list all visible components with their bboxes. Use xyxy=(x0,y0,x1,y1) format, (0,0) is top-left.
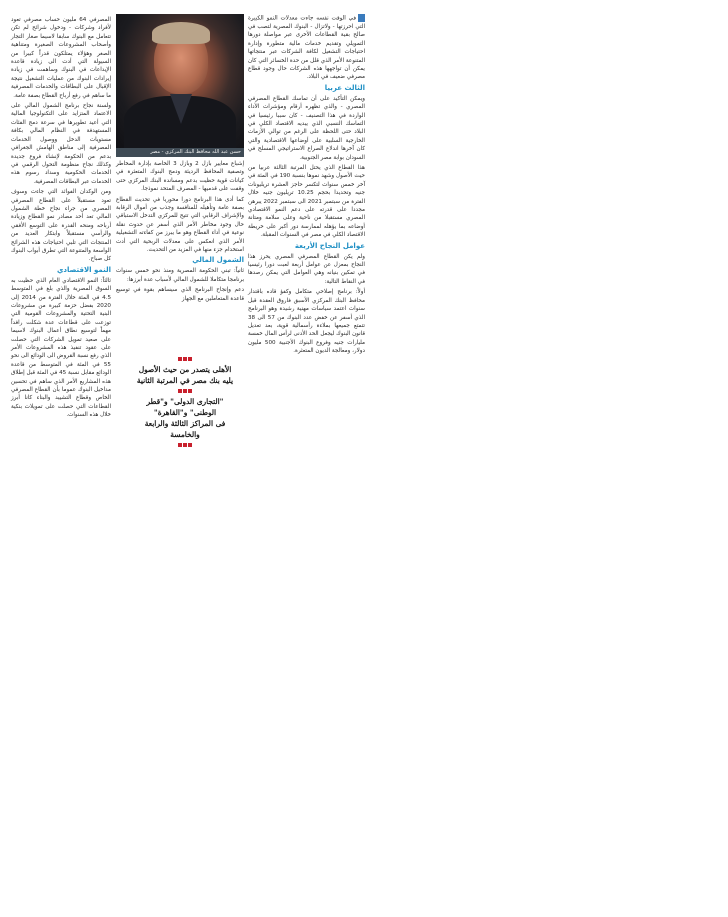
paragraph: ومن الوكدان الفوائد التي جاءت وسوف تعود مستقبلاً على القطاع المصرفي المصري من جراء نجاح خطة الشمول المالي تعد أحد مصادر نمو القطاع وزيادة أرباحه ومنحه القدرة على التوسع الأفقي والرأسي مستقبلاً وابتكار العديد من المنتجات التي تلبي احتياجات هذه الشرائح الواسعة والمتنوعة التي تطرق أبواب البنوك كل صباح. xyxy=(11,189,111,263)
subheading: عوامل النجاح الأربعة xyxy=(294,241,365,250)
pull-quote-line: الأهلى يتصدر من حيث الأصول xyxy=(138,365,232,374)
paragraph: ويمكن التأكيد على أن تماسك القطاع المصرفي المصري - والذي تظهره أرقام ومؤشرات الأداء الواردة في هذا التصنيف - كان سببا رئيسيا في التماسك النسبي الذي يبديه الاقتصاد الكلي في البلاد حتى اللحظة على الرغم من توالي الأزمات الخارجية السلبية على أوضاعها الاقتصادية والتي كان آخرها اندلاع الصراع الاستراتيجي المسلح في السودان بوابة مصر الجنوبية. xyxy=(248,95,365,161)
article-column-middle xyxy=(116,160,244,305)
paragraph: ولم يكن القطاع المصرفي المصري يحرز هذا النجاح بمعزل عن عوامل أربعة لعبت دورا رئيسيا في تمكين بنيانه وهي العوامل التي يمكن رصدها في النقاط التالية: xyxy=(248,253,365,285)
photo-hair xyxy=(152,22,210,44)
paragraph: ثالثاً: النمو الاقتصادي العام الذي حظيت به السوق المصرية والذي بلغ في المتوسط 4.5 في المئة خلال الفترة من 2014 إلى 2020 بفضل حزمة كبيرة من مشروعات البنية التحتية والمشروعات القومية التي توزعت على قطاعات عدة شكلت رافداً مهماً لتوسيع نطاق أعمال البنوك لاسيما على صعيد تمويل الشركات التي حصلت على عقود تنفيذ هذه المشروعات الأمر الذي رفع نسبة القروض الى الودائع الى نحو 55 في المئة في المتوسط من قاعدة الودائع مقابل نسبة 45 في المئة قبل إطلاق هذه المشاريع الأمر الذي ساهم في تحسين مداخيل البنوك عموما بأن القطاع المصرفي الخاص وقطاع التشييد والبناء كانا أبرز القطاعات التي حصلت على تمويلات بنكية خلال هذه السنوات. xyxy=(11,277,112,419)
photo-caption: حسن عبد الله محافظ البنك المركزي - مصر xyxy=(116,148,244,157)
pull-quote-ornament xyxy=(134,443,236,447)
pull-quote-line: يليه بنك مصر في المرتبة الثانية xyxy=(136,376,234,385)
paragraph: هذا القطاع الذي يحتل المرتبة الثالثة عربيا من حيث الأصول وشهد نموها بنسبة 190 في المئة في آخر خمس سنوات لتكسر حاجز العشرة تريليونات جنيه وتحديدا بحجم 10.25 تريليون جنيه خلال الفترة من سبتمبر 2021 الى سبتمبر 2022 يبرهن مجددا على قدرته على دعم النمو الاقتصادي المصري مستقبلا من ناحية وعلى سلامة ومتانة أوضاعه بما يؤهله لممارسة دور أكبر على خريطة الاقتصاد الكلي في مصر في السنوات المقبلة. xyxy=(248,165,366,239)
article-column-left xyxy=(11,16,111,422)
paragraph: إشباع معايير بازل 2 وبازل 3 الخاصة بإدارة المخاطر وتصفية المحافظ الرديئة ودمج البنوك المتعثرة في كيانات قوية حظيت بدعم ومساندة البنك المركزي حتى وقفت على قدميها - المصرف المتحد نموذجا. xyxy=(116,161,244,193)
pull-quote xyxy=(134,354,236,450)
paragraph: دعم وإنجاح البرنامج الذي سيساهم بقوة في توسيع قاعدة المتعاملين مع الجهاز xyxy=(116,287,244,302)
governor-photo xyxy=(116,14,244,148)
paragraph: أولاً: برنامج إصلاحي متكامل وكفؤ قاده باقتدار محافظ البنك المركزي الأسبق فاروق العقدة قبل سنوات اعتمد سياسات مهنية رشيدة وهو البرنامج الذي أسفر عن خفض عدد البنوك من 57 الى 38 تتمتع جميعها بملاءة رأسمالية قوية، بعد تعديل قانون البنوك ليجعل الحد الأدنى لرأس المال خمسة مليارات جنيه وفروع البنوك الأجنبية 500 مليون دولار، ومعالجة الديون المتعثرة. xyxy=(248,289,366,355)
paragraph: ثانياً: تبني الحكومة المصرية ومنذ نحو خمس سنوات برنامجا متكاملا للشمول المالي لأسباب عدة أبرزها: xyxy=(116,268,244,283)
subheading: الثالث عربيا xyxy=(324,83,365,92)
subheading: النمو الاقتصادي xyxy=(57,265,111,274)
paragraph: ولسنة نجاح برنامج الشمول المالي على الاعتماد المتزايد على التكنولوجيا المالية التي أعيد تطويرها في سرعة دمج الفئات المستهدفة في النظام المالي بكافة مستويات الدخل ووصول الخدمات المصرفية إلى مناطق الهامش الجغرافي بدعم من الحكومة لإنشاء فروع جديدة وكذلك نجاح منظومة التحول الرقمي في الخدمات الحكومية وسداد رسوم هذه الخدمات عبر البطاقات المصرفية. xyxy=(11,103,111,185)
pull-quote-line: "التجارى الدولى" و"قطر الوطنى" و"القاهرة" xyxy=(146,397,224,417)
pull-quote-ornament xyxy=(134,389,236,393)
pull-quote-ornament xyxy=(134,357,236,361)
subheading: الشمول المالي xyxy=(192,256,244,265)
section-marker-icon xyxy=(358,14,365,22)
article-column-right xyxy=(248,14,365,358)
paragraph: المصرفي 64 مليون حساب مصرفي تعود لأفراد وشركات - ودخول شرائح لم تكن تتعامل مع البنوك سابقا لاسيما صغار التجار وأصحاب المشروعات الصغيرة ومتناهية الصغر وهؤلاء يمتلكون قدراً كبيرا من السيولة التي أدت الى زيادة قاعدة الإيداعات في البنوك وساهمت في زيادة إيرادات البنوك من عمليات التشغيل نتيجة الإقبال على البطاقات والخدمات المصرفية ما ساهم في رفع أرباح القطاع بصفة عامة. xyxy=(11,17,111,99)
paragraph xyxy=(248,14,365,82)
paragraph-text: في الوقت نفسه جاءت معدلات النمو الكبيرة التي احرزتها - ولاتزال - البنوك المصرية لتصب في صالح بقية القطاعات الأخرى عبر مواصلة دورها التمويلي وتقديم خدمات مالية متطورة وإدارة احتياجات التشغيل لكافة الشركات عبر منتجاتها المتنوعة الأمر الذي قلل من حدة الخسائر التي كان يمكن أن تواجهها هذه الشركات حال وجود قطاع مصرفي ضعيف في البلاد. xyxy=(248,15,365,81)
paragraph: كما أدى هذا البرنامج دورا محوريا في تحديث القطاع بصفة عامة وتأهيله للمنافسة وجذب من أموال الرقابة والإشراف الرقابي التي تتيح للمركزي التدخل الاستباقي حال وجود مخاطر الأمر الذي أسفر عن حدوث نقلة نوعية في أداء القطاع وهو ما يبرز من كفاءته التشغيلية الأمر الذي انعكس على معدلات الربحية التي أدت استخدام جزء منها في المزيد من التحديث. xyxy=(116,196,244,254)
pull-quote-line: فى المراكز الثالثة والرابعة والخامسة xyxy=(144,419,226,439)
